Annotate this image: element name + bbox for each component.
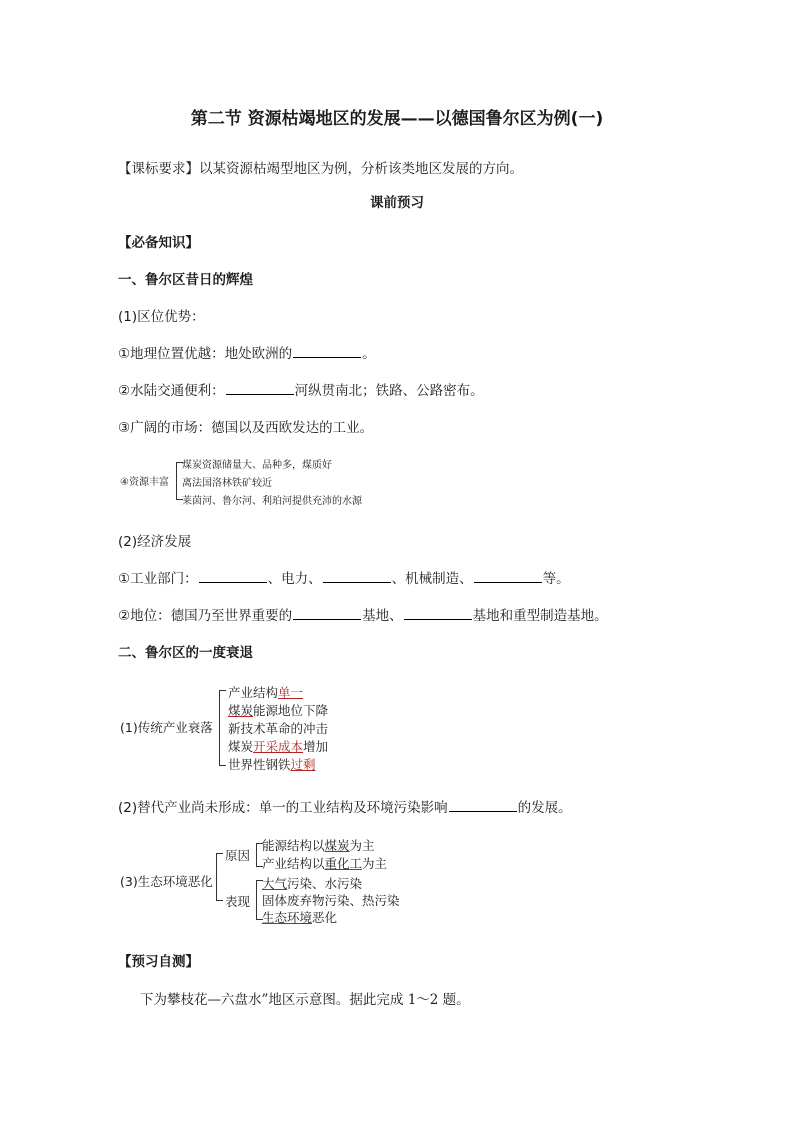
status-item: ②地位：德国乃至世界重要的 基地、 基地和重型制造基地。 [118, 608, 608, 624]
answer-blank[interactable] [323, 570, 391, 583]
cause-line: 产业结构以重化工为主 [262, 856, 388, 871]
answer-blank[interactable] [293, 345, 361, 358]
effect-label: 表现 [225, 894, 251, 909]
resources-label: ④资源丰富 [120, 477, 169, 488]
substitute-industry-item: (2)替代产业尚未形成：单一的工业结构及环境污染影响 的发展。 [118, 800, 572, 816]
answer-blank[interactable] [226, 382, 294, 395]
decline-line: 世界性钢铁过剩 [228, 757, 316, 772]
answer-blank[interactable] [474, 570, 542, 583]
resource-line: 离法国洛林铁矿较近 [182, 478, 272, 489]
location-advantage-heading: (1)区位优势： [118, 309, 205, 325]
self-test-intro: 下为攀枝花—六盘水”地区示意图。据此完成 1～2 题。 [140, 992, 470, 1008]
decline-line: 产业结构单一 [228, 685, 304, 700]
industry-sectors-item: ①工业部门： 、电力、 、机械制造、 等。 [118, 571, 570, 587]
transport-item: ②水陆交通便利： 河纵贯南北；铁路、公路密布。 [118, 383, 484, 399]
effect-line: 生态环境恶化 [262, 910, 338, 925]
environment-brace [216, 853, 223, 901]
economy-heading: (2)经济发展 [118, 534, 192, 550]
answer-blank[interactable] [199, 570, 267, 583]
answer-blank[interactable] [449, 799, 517, 812]
self-test-heading: 【预习自测】 [118, 954, 199, 970]
knowledge-heading: 【必备知识】 [118, 235, 199, 251]
preview-heading: 课前预习 [370, 195, 424, 211]
decline-label: (1)传统产业衰落 [120, 720, 213, 735]
effect-line: 固体废弃物污染、热污染 [262, 893, 400, 908]
geo-location-item: ①地理位置优越：地处欧洲的 。 [118, 346, 376, 362]
decline-line: 煤炭开采成本增加 [228, 739, 329, 754]
curriculum-requirement: 【课标要求】以某资源枯竭型地区为例，分析该类地区发展的方向。 [118, 161, 523, 177]
decline-line: 新技术革命的冲击 [228, 721, 329, 736]
geo-location-text: ①地理位置优越：地处欧洲的 [118, 346, 293, 362]
resource-line: 莱茵河、鲁尔河、利珀河提供充沛的水源 [182, 496, 362, 507]
effect-line: 大气污染、水污染 [262, 876, 363, 891]
cause-label: 原因 [225, 848, 251, 863]
section2-heading: 二、鲁尔区的一度衰退 [118, 645, 253, 661]
answer-blank[interactable] [404, 607, 472, 620]
decline-brace [219, 690, 226, 766]
cause-line: 能源结构以煤炭为主 [262, 838, 375, 853]
environment-label: (3)生态环境恶化 [120, 874, 213, 889]
market-item: ③广阔的市场：德国以及西欧发达的工业。 [118, 420, 374, 436]
resource-line: 煤炭资源储量大、品种多，煤质好 [182, 460, 332, 471]
section1-heading: 一、鲁尔区昔日的辉煌 [118, 272, 253, 288]
page-title: 第二节 资源枯竭地区的发展——以德国鲁尔区为例(一) [190, 109, 604, 129]
decline-line: 煤炭能源地位下降 [228, 703, 329, 718]
answer-blank[interactable] [293, 607, 361, 620]
